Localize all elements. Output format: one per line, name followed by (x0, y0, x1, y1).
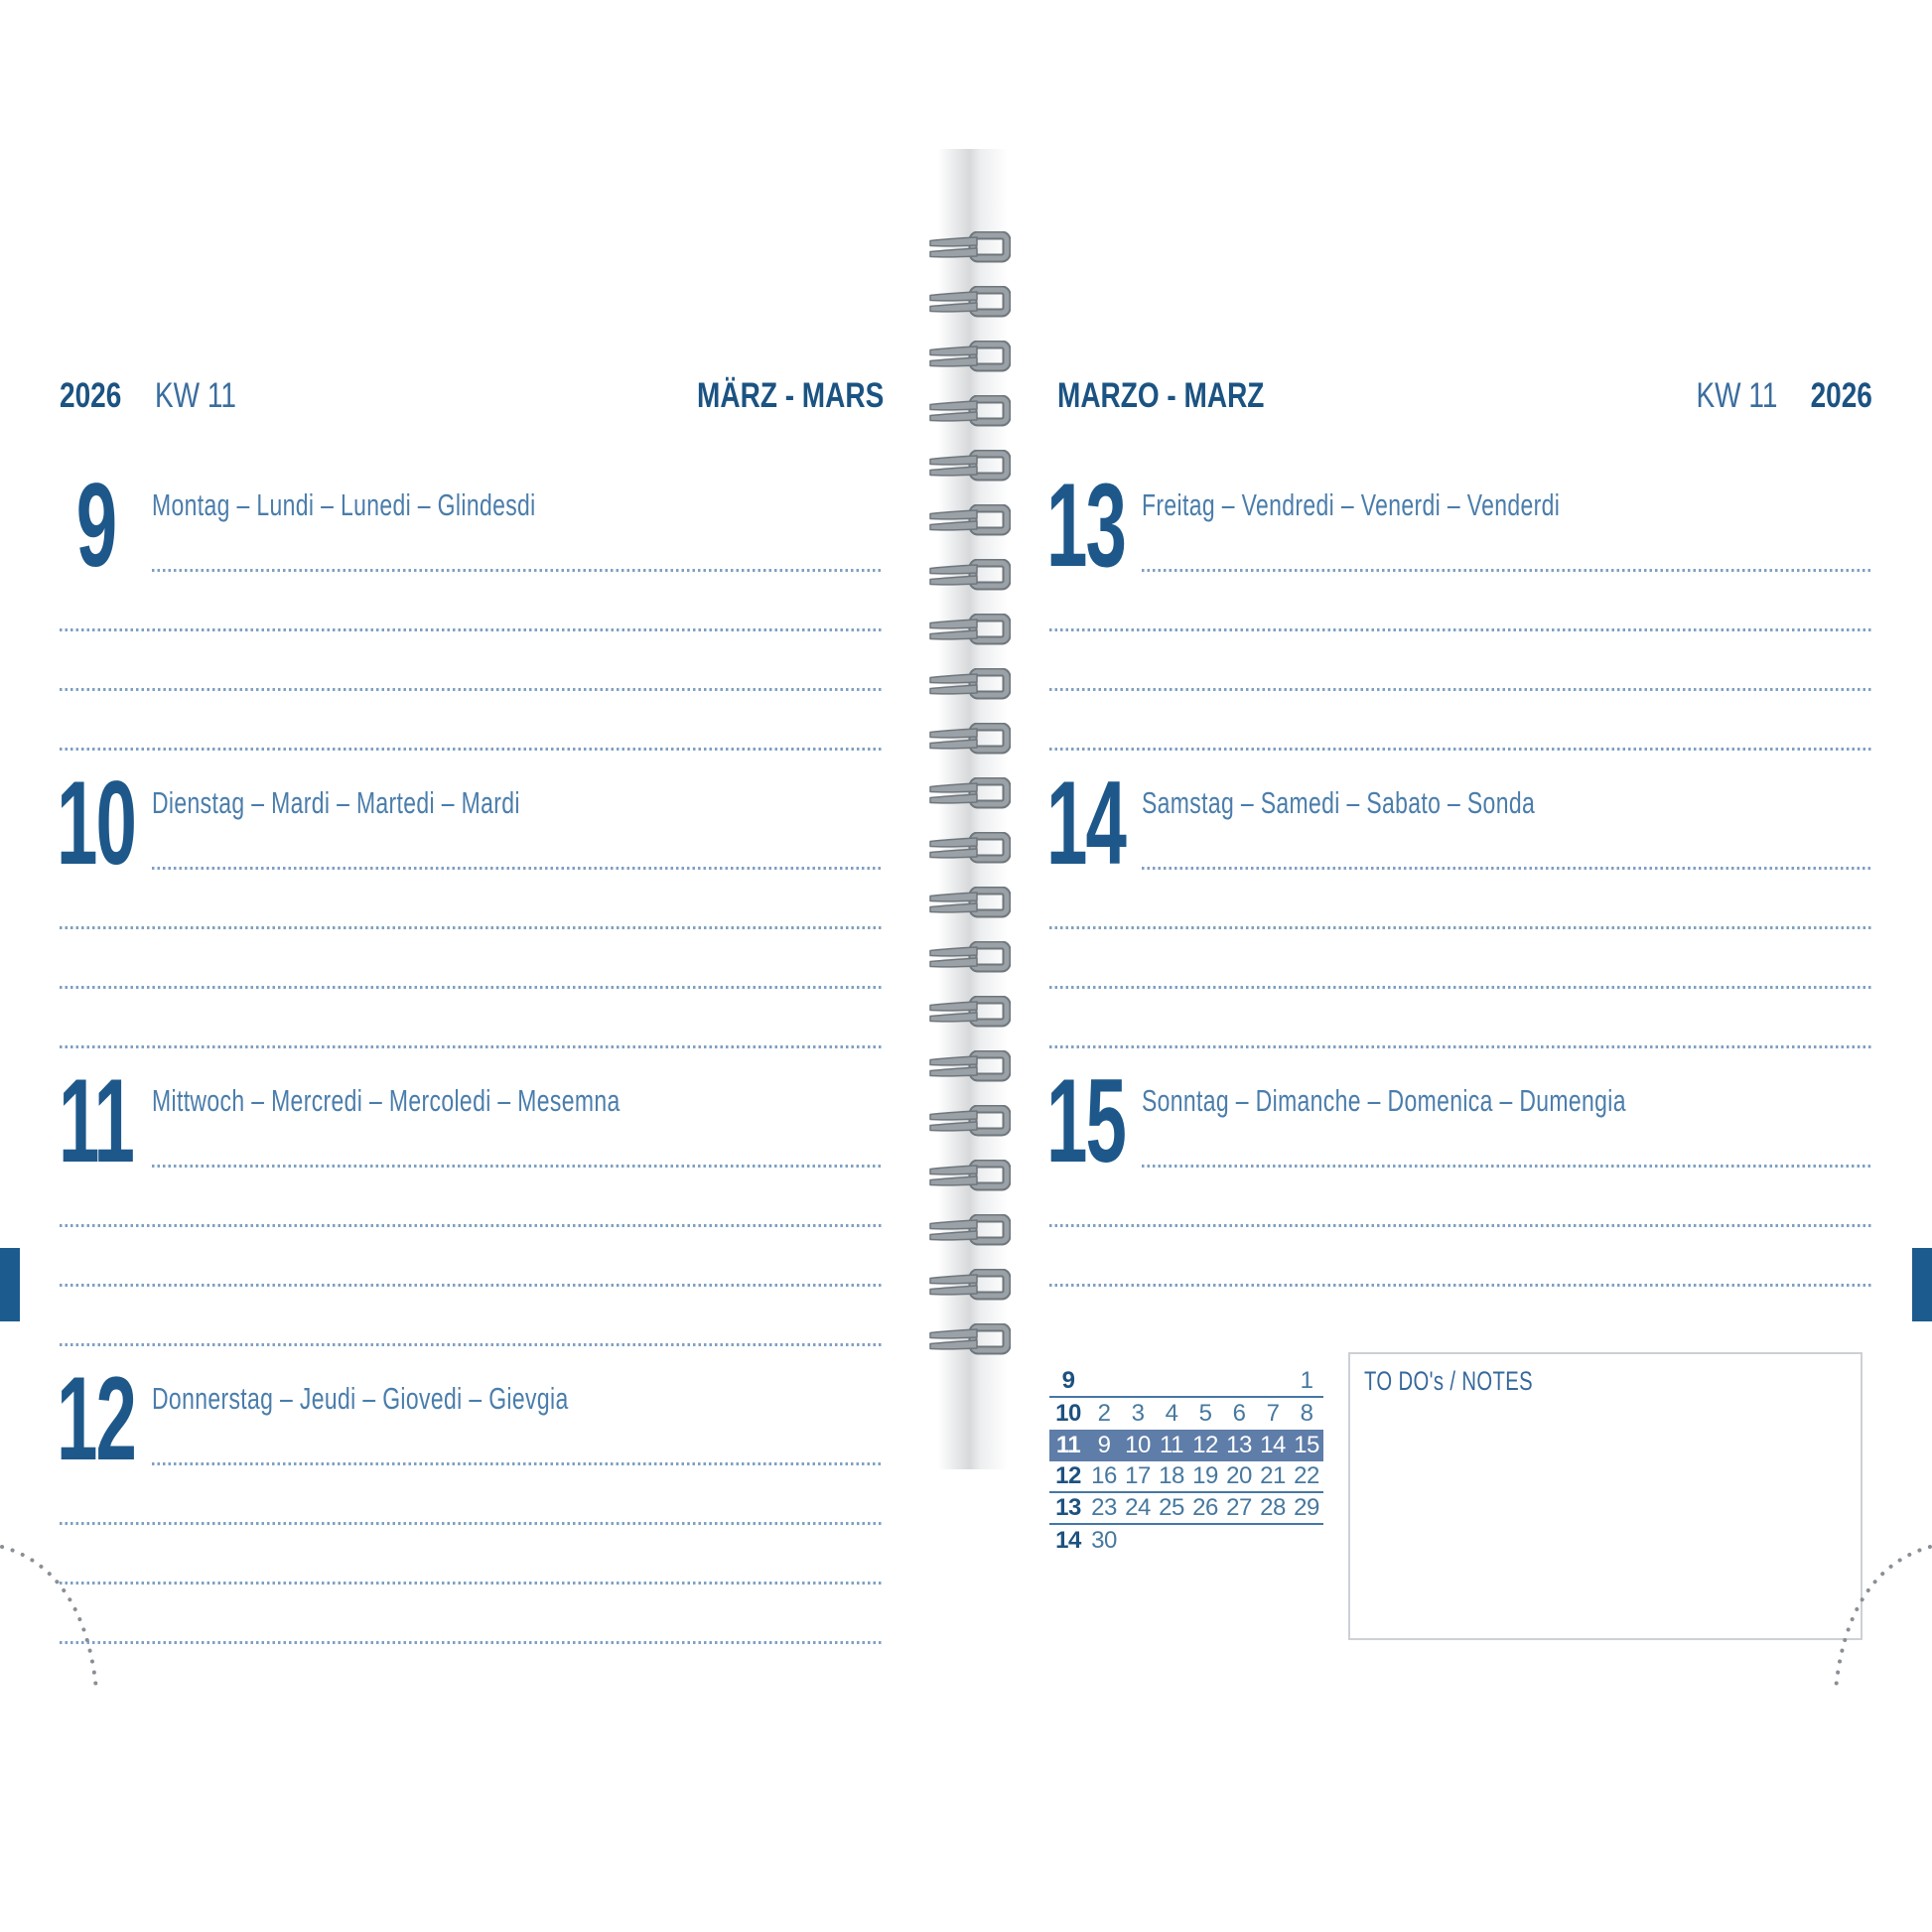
spiral-coil (927, 996, 1011, 1028)
month-header-left-text: MÄRZ - MARS (696, 376, 884, 415)
spiral-coil (927, 887, 1011, 918)
calendar-day-cell: 3 (1131, 1400, 1145, 1427)
spiral-coil (927, 504, 1011, 536)
ruled-line (1049, 688, 1872, 691)
calendar-day-cell: 11 (1160, 1432, 1183, 1458)
day-number: 10 (56, 757, 136, 890)
year-label-left: 2026 (60, 376, 122, 415)
calendar-day-cell: 9 (1097, 1432, 1111, 1458)
day-number: 9 (75, 459, 116, 592)
ruled-line (60, 1522, 884, 1525)
right-edge-tab (1912, 1248, 1932, 1321)
calendar-day-cell: 7 (1266, 1400, 1280, 1427)
spiral-coil (927, 1269, 1011, 1301)
month-header-right-text: MARZO - MARZ (1057, 376, 1265, 415)
calendar-week-number: 14 (1055, 1527, 1081, 1554)
spiral-coil (927, 1050, 1011, 1082)
calendar-day-cell: 2 (1097, 1400, 1111, 1427)
spiral-coil (927, 668, 1011, 700)
spiral-coil (927, 723, 1011, 755)
day-number: 14 (1045, 757, 1126, 890)
calendar-day-cell: 10 (1125, 1432, 1151, 1458)
calendar-day-cell: 20 (1226, 1462, 1252, 1489)
day-names: Montag – Lundi – Lunedi – Glindesdi (152, 487, 536, 522)
day-block-14 (1045, 757, 1872, 1077)
day-number: 13 (1045, 459, 1126, 592)
calendar-week-number: 9 (1061, 1367, 1075, 1394)
year-label-right: 2026 (1810, 376, 1872, 415)
ruled-line (1049, 1224, 1872, 1227)
day-names: Dienstag – Mardi – Martedi – Mardi (152, 785, 520, 820)
calendar-day-cell: 25 (1159, 1494, 1184, 1521)
day-block-15 (1045, 1054, 1872, 1375)
calendar-week-row (1049, 1493, 1323, 1525)
day-names: Mittwoch – Mercredi – Mercoledi – Mesemna (152, 1083, 621, 1118)
week-label-left: KW 11 (154, 376, 236, 415)
spiral-coil (927, 1105, 1011, 1137)
calendar-day-cell: 23 (1091, 1494, 1117, 1521)
calendar-day-cell: 4 (1165, 1400, 1178, 1427)
right-page-header (1676, 376, 1872, 415)
ruled-line (1049, 926, 1872, 929)
ruled-line (152, 1462, 884, 1465)
calendar-day-cell: 13 (1226, 1432, 1252, 1458)
spiral-coil (927, 231, 1011, 263)
calendar-week-row (1049, 1430, 1323, 1461)
day-block-9 (60, 459, 884, 779)
calendar-day-cell: 21 (1260, 1462, 1286, 1489)
spiral-coil (927, 341, 1011, 372)
left-edge-tab (0, 1248, 20, 1321)
calendar-day-cell: 30 (1091, 1527, 1117, 1554)
day-number: 12 (56, 1352, 136, 1485)
calendar-day-cell: 26 (1192, 1494, 1218, 1521)
spiral-coil (927, 286, 1011, 318)
spiral-coil (927, 1160, 1011, 1191)
ruled-line (152, 1165, 884, 1168)
week-label-right: KW 11 (1696, 376, 1778, 415)
left-page-header (60, 376, 256, 415)
ruled-line (60, 748, 884, 751)
ruled-line (152, 569, 884, 572)
day-block-10 (56, 757, 884, 1077)
calendar-day-cell: 27 (1226, 1494, 1252, 1521)
ruled-line (60, 628, 884, 631)
todo-notes-label: TO DO's / NOTES (1364, 1366, 1534, 1396)
calendar-day-cell: 6 (1232, 1400, 1246, 1427)
calendar-week-number: 11 (1055, 1432, 1081, 1458)
ruled-line (60, 1224, 884, 1227)
ruled-line (60, 1641, 884, 1644)
month-header-right (1057, 376, 1316, 415)
ruled-line (60, 1045, 884, 1048)
calendar-week-number: 12 (1055, 1462, 1081, 1489)
spiral-coil (927, 450, 1011, 482)
day-block-11 (59, 1054, 884, 1375)
month-header-left (650, 376, 884, 415)
spiral-coil (927, 1214, 1011, 1246)
ruled-line (1142, 569, 1872, 572)
calendar-week-row (1049, 1525, 1323, 1557)
day-names: Freitag – Vendredi – Venerdi – Venderdi (1142, 487, 1561, 522)
spiral-coil (927, 395, 1011, 427)
spiral-coil (927, 1323, 1011, 1355)
calendar-day-cell: 12 (1192, 1432, 1218, 1458)
calendar-week-number: 13 (1055, 1494, 1081, 1521)
mini-month-calendar (1049, 1366, 1323, 1557)
day-number: 15 (1045, 1054, 1126, 1187)
calendar-day-cell: 19 (1192, 1462, 1218, 1489)
calendar-day-cell: 22 (1294, 1462, 1319, 1489)
day-block-13 (1045, 459, 1872, 779)
ruled-line (1049, 986, 1872, 989)
calendar-week-row (1049, 1398, 1323, 1430)
ruled-line (1142, 867, 1872, 870)
day-names: Sonntag – Dimanche – Domenica – Dumengia (1142, 1083, 1626, 1118)
day-names: Samstag – Samedi – Sabato – Sonda (1142, 785, 1536, 820)
calendar-day-cell: 18 (1159, 1462, 1184, 1489)
day-number: 11 (59, 1054, 133, 1187)
right-page (1045, 0, 1872, 1932)
ruled-line (1049, 1045, 1872, 1048)
calendar-week-number: 10 (1055, 1400, 1081, 1427)
calendar-day-cell: 24 (1125, 1494, 1151, 1521)
ruled-line (1142, 1165, 1872, 1168)
spiral-coil (927, 559, 1011, 591)
calendar-day-cell: 15 (1294, 1432, 1319, 1458)
todo-notes-box (1348, 1352, 1863, 1640)
calendar-day-cell: 5 (1198, 1400, 1212, 1427)
calendar-day-cell: 8 (1300, 1400, 1313, 1427)
ruled-line (60, 926, 884, 929)
spiral-coil (927, 777, 1011, 809)
spiral-coil (927, 832, 1011, 864)
left-page (56, 0, 884, 1932)
calendar-day-cell: 16 (1091, 1462, 1117, 1489)
ruled-line (60, 1343, 884, 1346)
calendar-week-row (1049, 1461, 1323, 1493)
ruled-line (60, 688, 884, 691)
calendar-day-cell: 29 (1294, 1494, 1319, 1521)
ruled-line (1049, 748, 1872, 751)
ruled-line (152, 867, 884, 870)
ruled-line (60, 1582, 884, 1585)
calendar-day-cell: 17 (1125, 1462, 1151, 1489)
calendar-day-cell: 28 (1260, 1494, 1286, 1521)
ruled-line (1049, 1284, 1872, 1287)
ruled-line (60, 986, 884, 989)
ruled-line (60, 1284, 884, 1287)
day-names: Donnerstag – Jeudi – Giovedi – Gievgia (152, 1381, 569, 1416)
ruled-line (1049, 628, 1872, 631)
calendar-day-cell: 1 (1300, 1367, 1313, 1394)
calendar-day-cell: 14 (1260, 1432, 1286, 1458)
spiral-coil (927, 614, 1011, 645)
calendar-week-row (1049, 1366, 1323, 1398)
spiral-coil (927, 941, 1011, 973)
day-block-12 (56, 1352, 884, 1673)
